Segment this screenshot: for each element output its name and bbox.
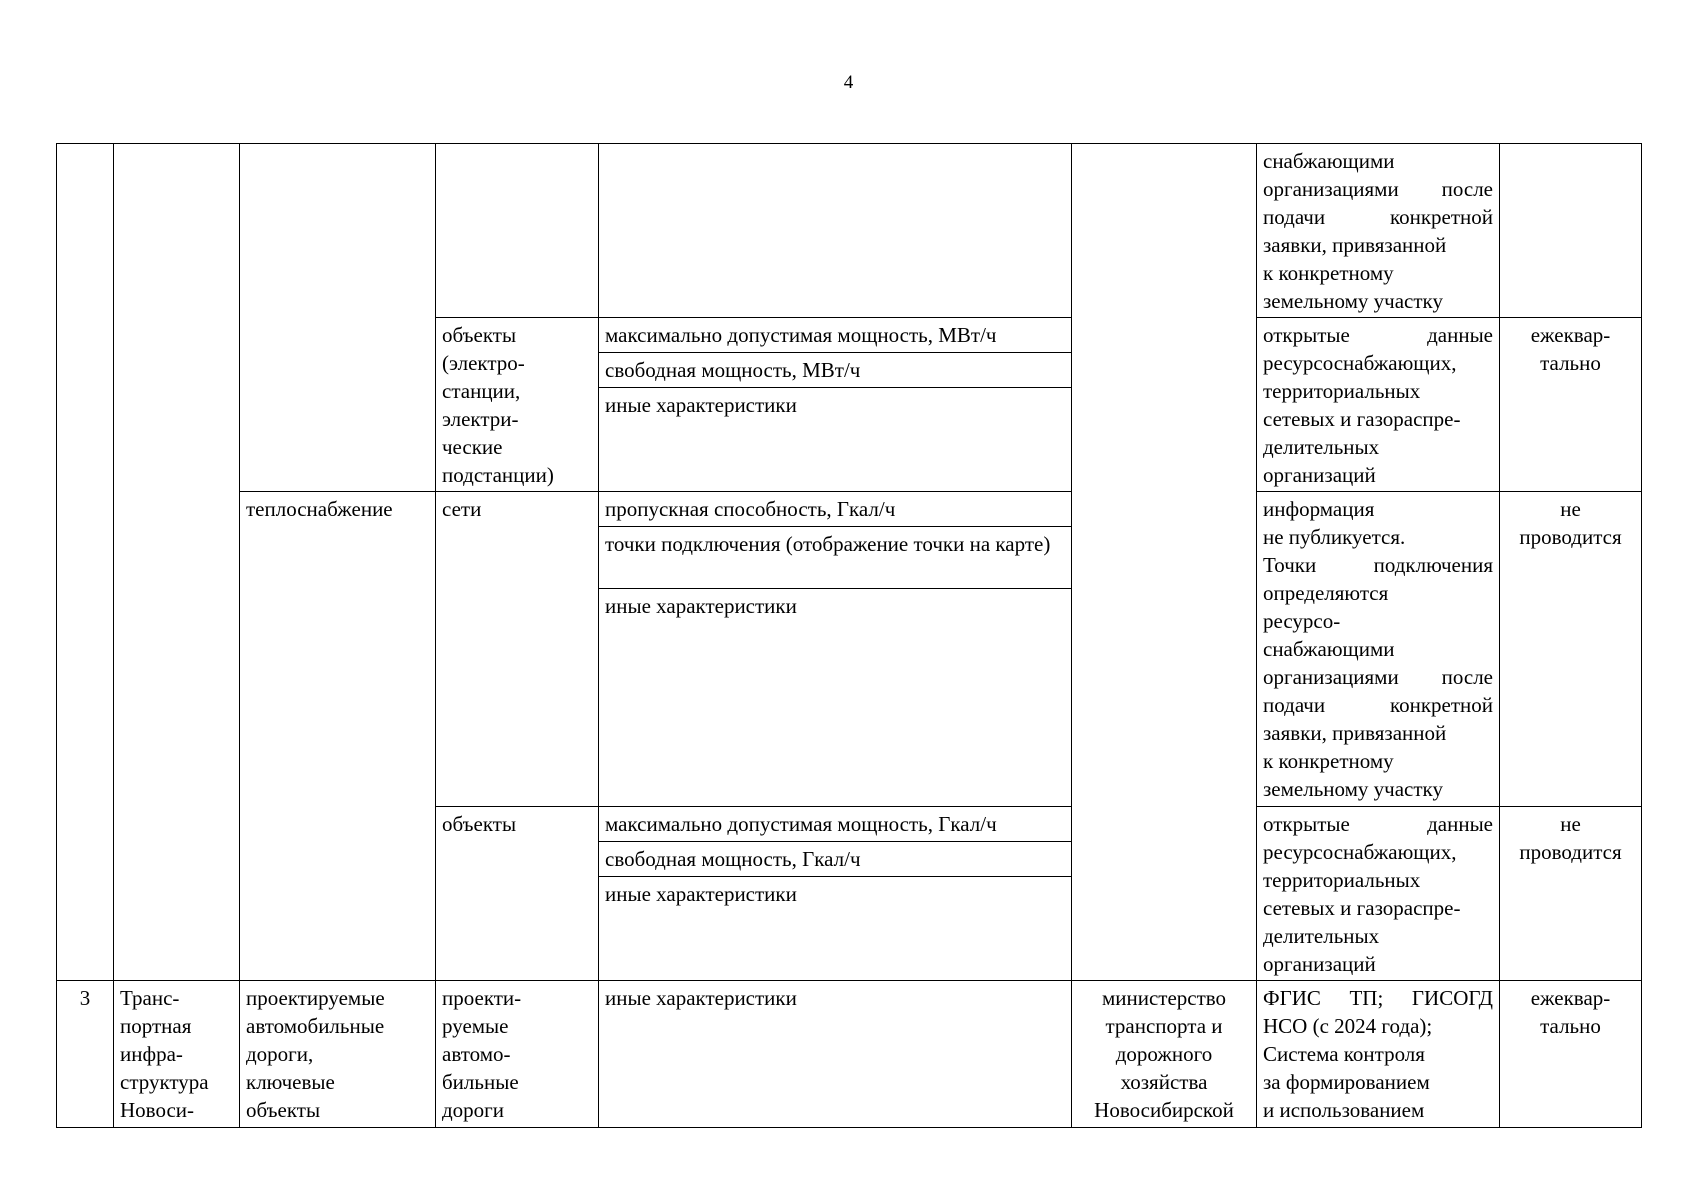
source-cell: снабжающими организациями после подачи конкретной заявки, привязанной к конкретному земельному участку <box>1257 144 1500 318</box>
section-cell: Транс- портная инфра- структура Новоси- <box>114 981 240 1128</box>
page-number: 4 <box>843 72 854 93</box>
frequency-cell: не проводится <box>1500 807 1642 981</box>
object-cell: сети <box>436 492 599 807</box>
section-cell <box>114 144 240 981</box>
characteristic-cell: пропускная способность, Гкал/ч <box>599 492 1072 527</box>
num-cell: 3 <box>57 981 114 1128</box>
characteristic-cell: точки подключения (отображение точки на карте) <box>599 527 1072 589</box>
frequency-cell: не проводится <box>1500 492 1642 807</box>
subtype-cell <box>240 144 436 492</box>
object-cell: объекты <box>436 807 599 981</box>
table-row <box>57 492 1642 527</box>
characteristic-cell: иные характеристики <box>599 877 1072 981</box>
responsible-cell: министерство транспорта и дорожного хозяйства Новосибирской <box>1072 981 1257 1128</box>
characteristic-cell: иные характеристики <box>599 388 1072 492</box>
characteristic-cell: свободная мощность, Гкал/ч <box>599 842 1072 877</box>
frequency-cell: ежеквар- тально <box>1500 981 1642 1128</box>
frequency-cell: ежеквар- тально <box>1500 318 1642 492</box>
source-cell: информация не публикуется. Точки подключения определяются ресурсо- снабжающими организациями после подачи конкретной заявки, привязанной к конкретному земельному участку <box>1257 492 1500 807</box>
frequency-cell <box>1500 144 1642 318</box>
characteristic-cell: максимально допустимая мощность, Гкал/ч <box>599 807 1072 842</box>
source-cell: открытые данные ресурсоснабжающих, территориальных сетевых и газораспре- делительных организаций <box>1257 318 1500 492</box>
characteristic-cell: иные характеристики <box>599 981 1072 1128</box>
object-cell: проекти- руемые автомо- бильные дороги <box>436 981 599 1128</box>
subtype-cell: проектируемые автомобильные дороги, ключевые объекты <box>240 981 436 1128</box>
source-cell: ФГИС ТП; ГИСОГД НСО (с 2024 года); Система контроля за формированием и использованием <box>1257 981 1500 1128</box>
characteristic-cell: максимально допустимая мощность, МВт/ч <box>599 318 1072 353</box>
characteristic-cell: свободная мощность, МВт/ч <box>599 353 1072 388</box>
table-row <box>57 144 1642 318</box>
source-cell: открытые данные ресурсоснабжающих, территориальных сетевых и газораспре- делительных организаций <box>1257 807 1500 981</box>
characteristic-cell <box>599 144 1072 318</box>
document-table <box>56 143 1642 1128</box>
subtype-cell: теплоснабжение <box>240 492 436 981</box>
table-row <box>57 981 1642 1128</box>
num-cell <box>57 144 114 981</box>
object-cell: объекты (электро- станции, электри- ческие подстанции) <box>436 318 599 492</box>
characteristic-cell: иные характеристики <box>599 589 1072 807</box>
responsible-cell <box>1072 144 1257 981</box>
object-cell <box>436 144 599 318</box>
